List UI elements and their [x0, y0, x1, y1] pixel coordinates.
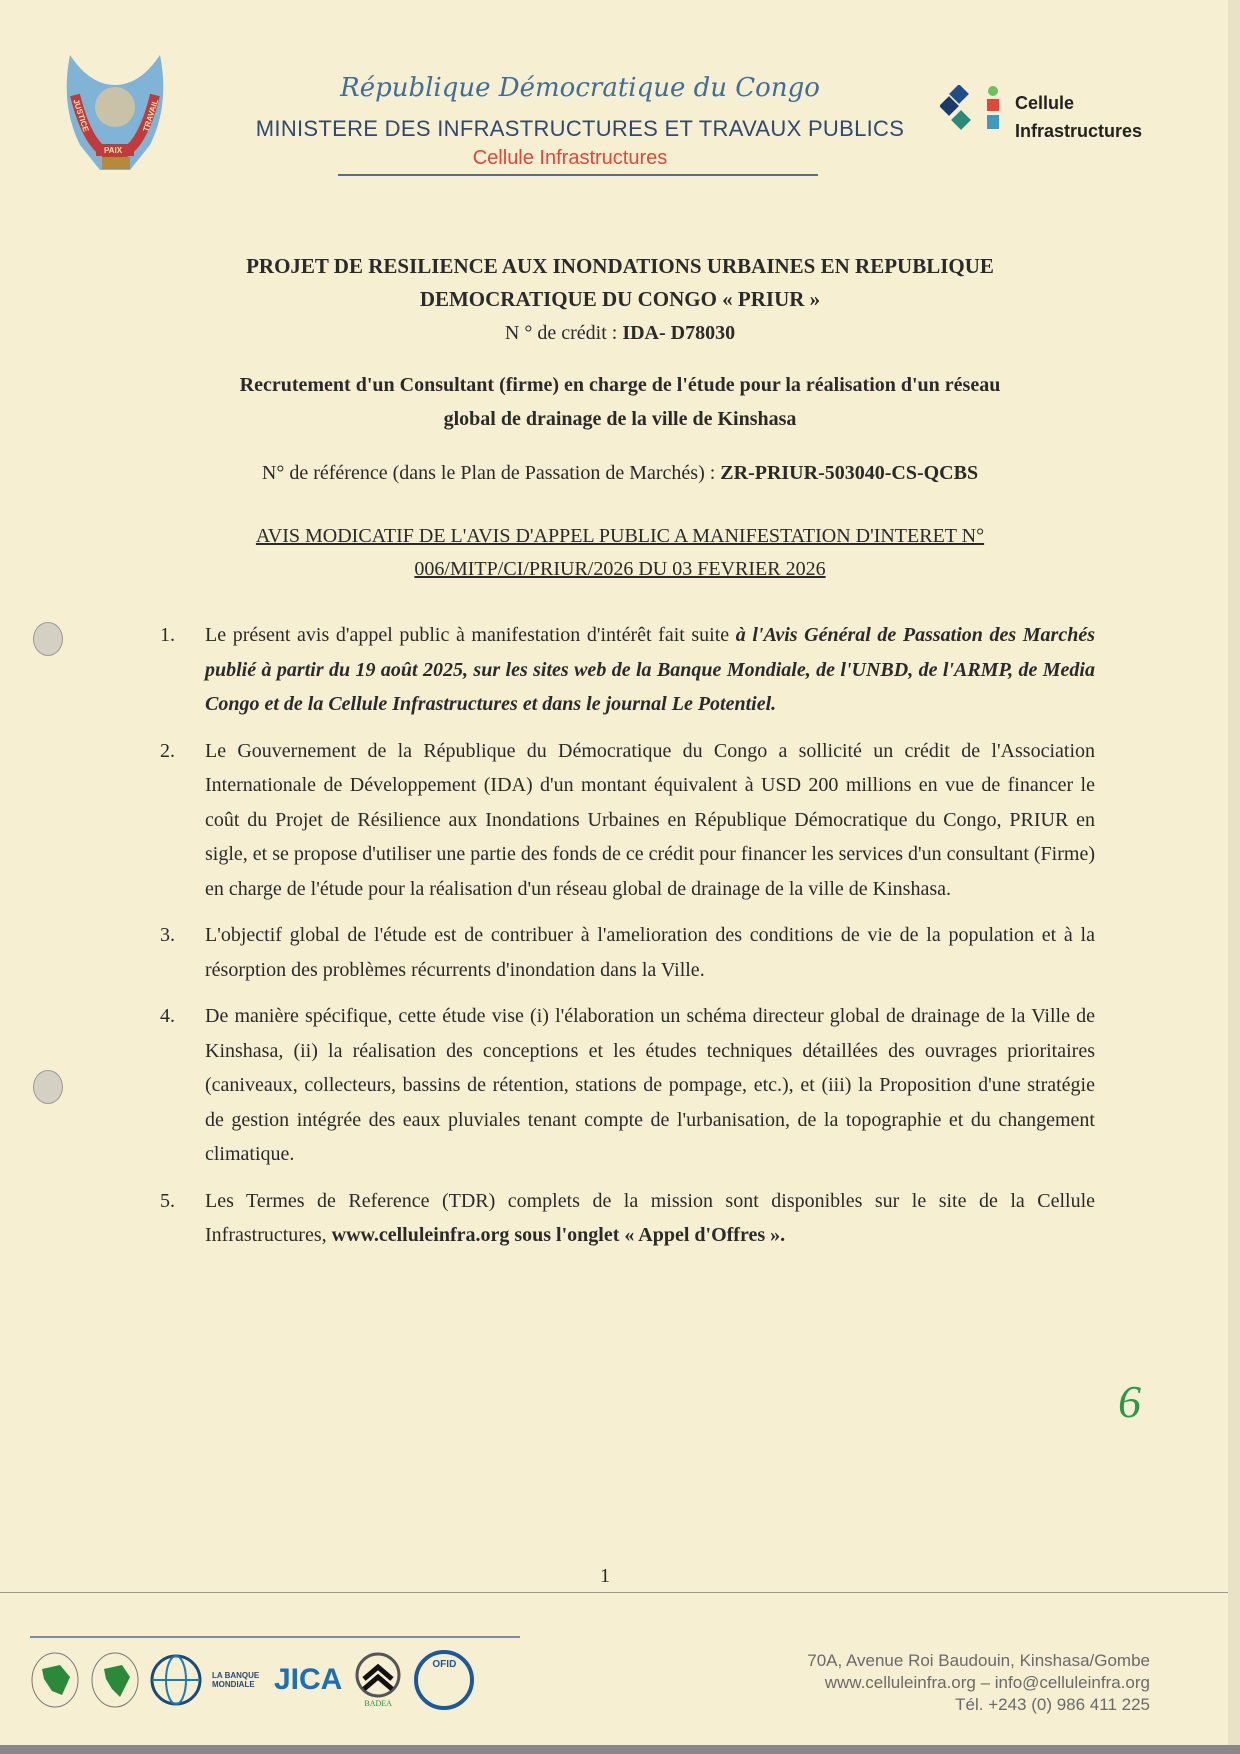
afdb-logo-icon [30, 1651, 80, 1709]
ministry-name: MINISTERE DES INFRASTRUCTURES ET TRAVAUX PUBLICS [255, 116, 905, 141]
page-edge [1228, 0, 1240, 1754]
badea-label: BADEA [364, 1699, 392, 1708]
address: 70A, Avenue Roi Baudouin, Kinshasa/Gombe [807, 1651, 1150, 1670]
scan-edge [0, 1745, 1240, 1754]
item-number: 3. [160, 924, 175, 946]
project-title-line-2: DEMOCRATIQUE DU CONGO « PRIUR » [419, 287, 821, 311]
item-text: Les Termes de Reference (TDR) complets de la mission sont disponibles sur le site de la Cellule Infrastructures, [205, 1189, 1095, 1246]
coat-motto-justice: JUSTICE [71, 98, 91, 133]
credit-label: N ° de crédit : [504, 322, 623, 344]
recruitment-title [120, 368, 1120, 436]
afdf-logo-icon [90, 1651, 140, 1709]
handwritten-mark: 6 [1118, 1376, 1141, 1427]
item-text: L'objectif global de l'étude est de contribuer à l'amelioration des conditions de vie de la population et à la résorption des problèmes récurrents d'inondation dans la Ville. [205, 924, 1095, 981]
list-item [160, 999, 1095, 1172]
reference-label: N° de référence (dans le Plan de Passation de Marchés) : [261, 462, 721, 484]
punch-hole [33, 622, 63, 656]
recruitment-line-2: global de drainage de la ville de Kinshasa [443, 408, 797, 430]
item-number: 4. [160, 1005, 175, 1027]
footer-divider [0, 1592, 1228, 1593]
ofid-label: OFID [432, 1659, 457, 1670]
contact-info [680, 1650, 1150, 1716]
country-name: République Démocratique du Congo [340, 73, 820, 103]
item-text: Le présent avis d'appel public à manifestation d'intérêt fait suite [205, 624, 736, 646]
item-text: De manière spécifique, cette étude vise (i) l'élaboration un schéma directeur global de drainage de la Ville de Kinshasa, (ii) la réalisation des conceptions et les études techniques détaillées des ouvrages prioritaires (caniveaux, collecteurs, bassins de rétention, stations de pompage, etc.), et (iii) la Proposition d'une stratégie de gestion intégrée des eaux pluviales tenant compte de l'urbanisation, de la topographie et du changement climatique. [205, 1005, 1095, 1165]
logo-text-1: Cellule [1015, 93, 1075, 113]
credit-number [120, 320, 1120, 346]
numbered-list [160, 618, 1095, 1265]
jica-logo: JICA [274, 1663, 343, 1696]
reference-number [120, 460, 1120, 486]
list-item [160, 918, 1095, 987]
web-email: www.celluleinfra.org – info@celluleinfra.org [824, 1673, 1150, 1692]
list-item [160, 1184, 1095, 1253]
item-number: 1. [160, 624, 175, 646]
page-number: 1 [600, 1565, 610, 1587]
reference-value: ZR-PRIUR-503040-CS-QCBS [720, 462, 979, 484]
item-link-text: www.celluleinfra.org sous l'onglet « Appel d'Offres ». [331, 1224, 786, 1246]
phone: Tél. +243 (0) 986 411 225 [955, 1695, 1150, 1714]
world-bank-label: LA BANQUE MONDIALE [212, 1671, 260, 1689]
notice-title [120, 520, 1120, 586]
coat-of-arms-logo [60, 45, 170, 175]
partner-logos [30, 1650, 474, 1710]
world-bank-globe-icon [150, 1652, 202, 1708]
cellule-logo-icon [940, 85, 1010, 145]
item-number: 2. [160, 739, 175, 762]
unit-name: Cellule Infrastructures [472, 147, 668, 169]
ofid-logo [414, 1650, 474, 1710]
notice-title-line-1: AVIS MODICATIF DE L'AVIS D'APPEL PUBLIC A MANIFESTATION D'INTERET N° [255, 525, 985, 547]
item-text-emphasis: à l'Avis Général de Passation des Marchés publié à partir du 19 août 2025, sur les sites web de la Banque Mondiale, de l'UNBD, de l'ARMP, de Media Congo et de la Cellule Infrastructures et dans le journal Le Potentiel. [205, 624, 1095, 715]
item-text: Le Gouvernement de la République du Démocratique du Congo a sollicité un crédit de l'Association Internationale de Développement (IDA) d'un montant équivalent à USD 200 millions en vue de financer le coût du Projet de Résilience aux Inondations Urbaines en République Démocratique du Congo, PRIUR en sigle, et se propose d'utiliser une partie des fonds de ce crédit pour financer les services d'un consultant (Firme) en charge de l'étude pour la réalisation d'un réseau global de drainage de la ville de Kinshasa. [205, 739, 1095, 900]
header-divider [338, 174, 818, 176]
project-title-line-1: PROJET DE RESILIENCE AUX INONDATIONS URBAINES EN REPUBLIQUE [246, 254, 994, 278]
notice-title-line-2: 006/MITP/CI/PRIUR/2026 DU 03 FEVRIER 2026 [414, 558, 826, 580]
coat-motto-paix: PAIX [104, 146, 123, 155]
logo-text-2: Infrastructures [1015, 121, 1143, 141]
punch-hole [33, 1070, 63, 1104]
partner-divider [30, 1636, 520, 1638]
cellule-infrastructures-logo [940, 85, 1160, 145]
badea-logo [352, 1651, 404, 1709]
coat-motto-travail: TRAVAIL [141, 98, 161, 133]
recruitment-line-1: Recrutement d'un Consultant (firme) en charge de l'étude pour la réalisation d'un réseau [239, 374, 1001, 396]
list-item [160, 618, 1095, 722]
project-title [120, 250, 1120, 316]
credit-value: IDA- D78030 [622, 322, 736, 344]
list-item [160, 734, 1095, 907]
item-number: 5. [160, 1189, 175, 1212]
badea-emblem-icon [352, 1651, 404, 1699]
